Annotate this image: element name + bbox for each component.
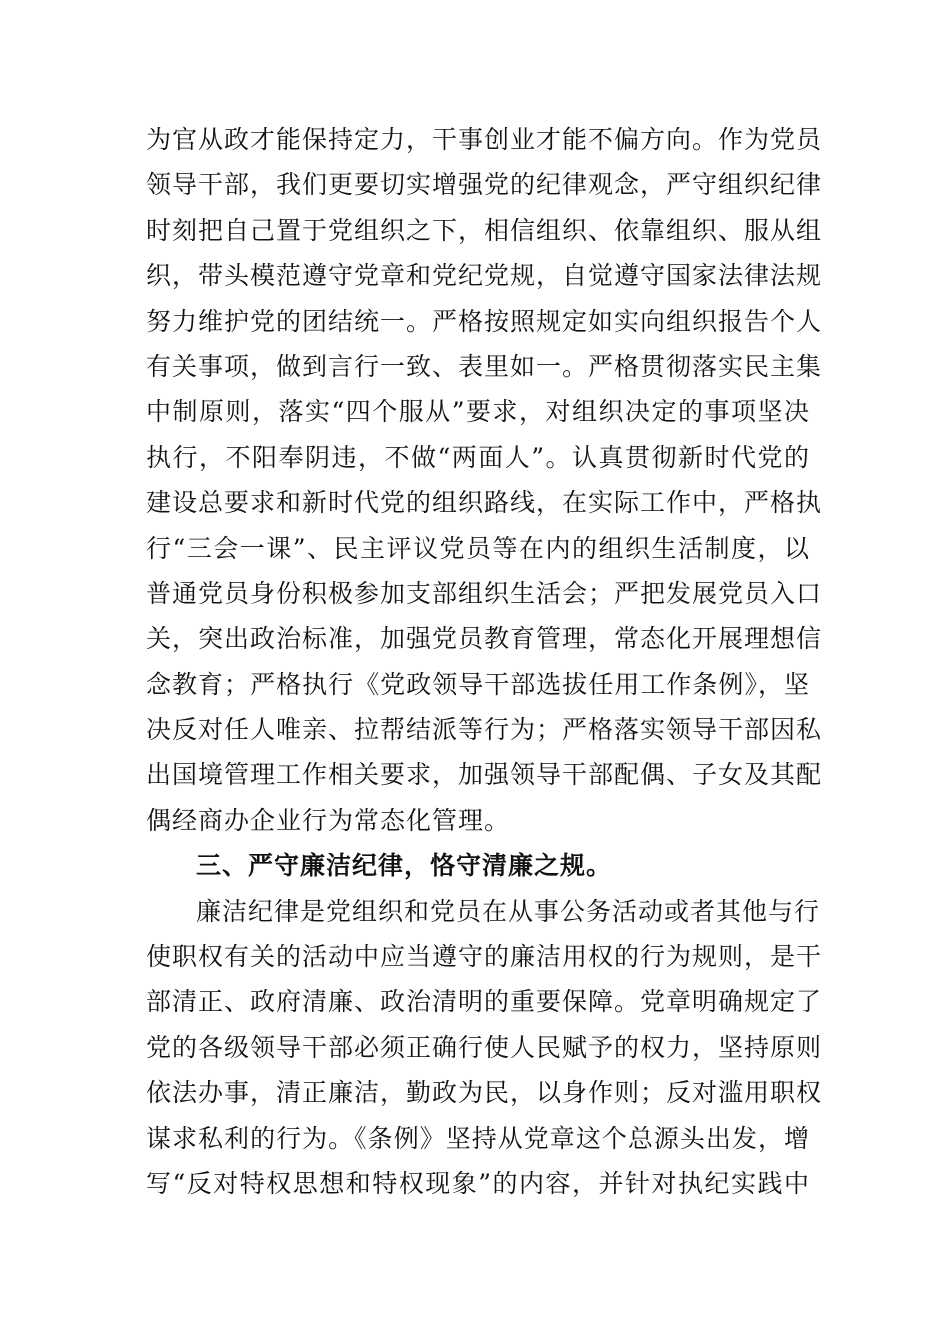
document-body (146, 117, 823, 1206)
body-line: 偶经商办企业行为常态化管理。 (146, 805, 511, 835)
body-line: 出国境管理工作相关要求，加强领导干部配偶、子女及其配 (146, 760, 823, 790)
body-line: 努力维护党的团结统一。严格按照规定如实向组织报告个人 (146, 306, 823, 336)
section-heading: 三、严守廉洁纪律，恪守清廉之规。 (196, 851, 613, 881)
body-line: 廉洁纪律是党组织和党员在从事公务活动或者其他与行 (196, 896, 821, 926)
body-line: 有关事项，做到言行一致、表里如一。严格贯彻落实民主集 (146, 351, 823, 381)
body-line: 部清正、政府清廉、政治清明的重要保障。党章明确规定了 (146, 987, 823, 1017)
body-line: 依法办事，清正廉洁，勤政为民，以身作则；反对滥用职权 (146, 1078, 823, 1108)
body-line: 中制原则，落实“四个服从”要求，对组织决定的事项坚决 (146, 397, 810, 427)
body-line: 执行，不阳奉阴违，不做“两面人”。认真贯彻新时代党的 (146, 442, 810, 472)
body-line: 普通党员身份积极参加支部组织生活会；严把发展党员入口 (146, 578, 823, 608)
body-line: 谋求私利的行为。《条例》坚持从党章这个总源头出发，增 (146, 1123, 810, 1153)
body-line: 行“三会一课”、民主评议党员等在内的组织生活制度，以 (146, 533, 810, 563)
body-line: 写“反对特权思想和特权现象”的内容，并针对执纪实践中 (146, 1168, 810, 1198)
body-line: 党的各级领导干部必须正确行使人民赋予的权力，坚持原则 (146, 1032, 823, 1062)
body-line: 领导干部，我们更要切实增强党的纪律观念，严守组织纪律 (146, 170, 823, 200)
body-line: 念教育；严格执行《党政领导干部选拔任用工作条例》，坚 (146, 669, 810, 699)
body-line: 关，突出政治标准，加强党员教育管理，常态化开展理想信 (146, 624, 823, 654)
body-line: 决反对任人唯亲、拉帮结派等行为；严格落实领导干部因私 (146, 715, 823, 745)
body-line: 时刻把自己置于党组织之下，相信组织、依靠组织、服从组 (146, 215, 823, 245)
body-line: 为官从政才能保持定力，干事创业才能不偏方向。作为党员 (146, 125, 823, 154)
body-line: 织，带头模范遵守党章和党纪党规，自觉遵守国家法律法规 (146, 261, 823, 291)
body-line: 建设总要求和新时代党的组织路线，在实际工作中，严格执 (146, 488, 823, 518)
body-line: 使职权有关的活动中应当遵守的廉洁用权的行为规则，是干 (146, 942, 823, 972)
